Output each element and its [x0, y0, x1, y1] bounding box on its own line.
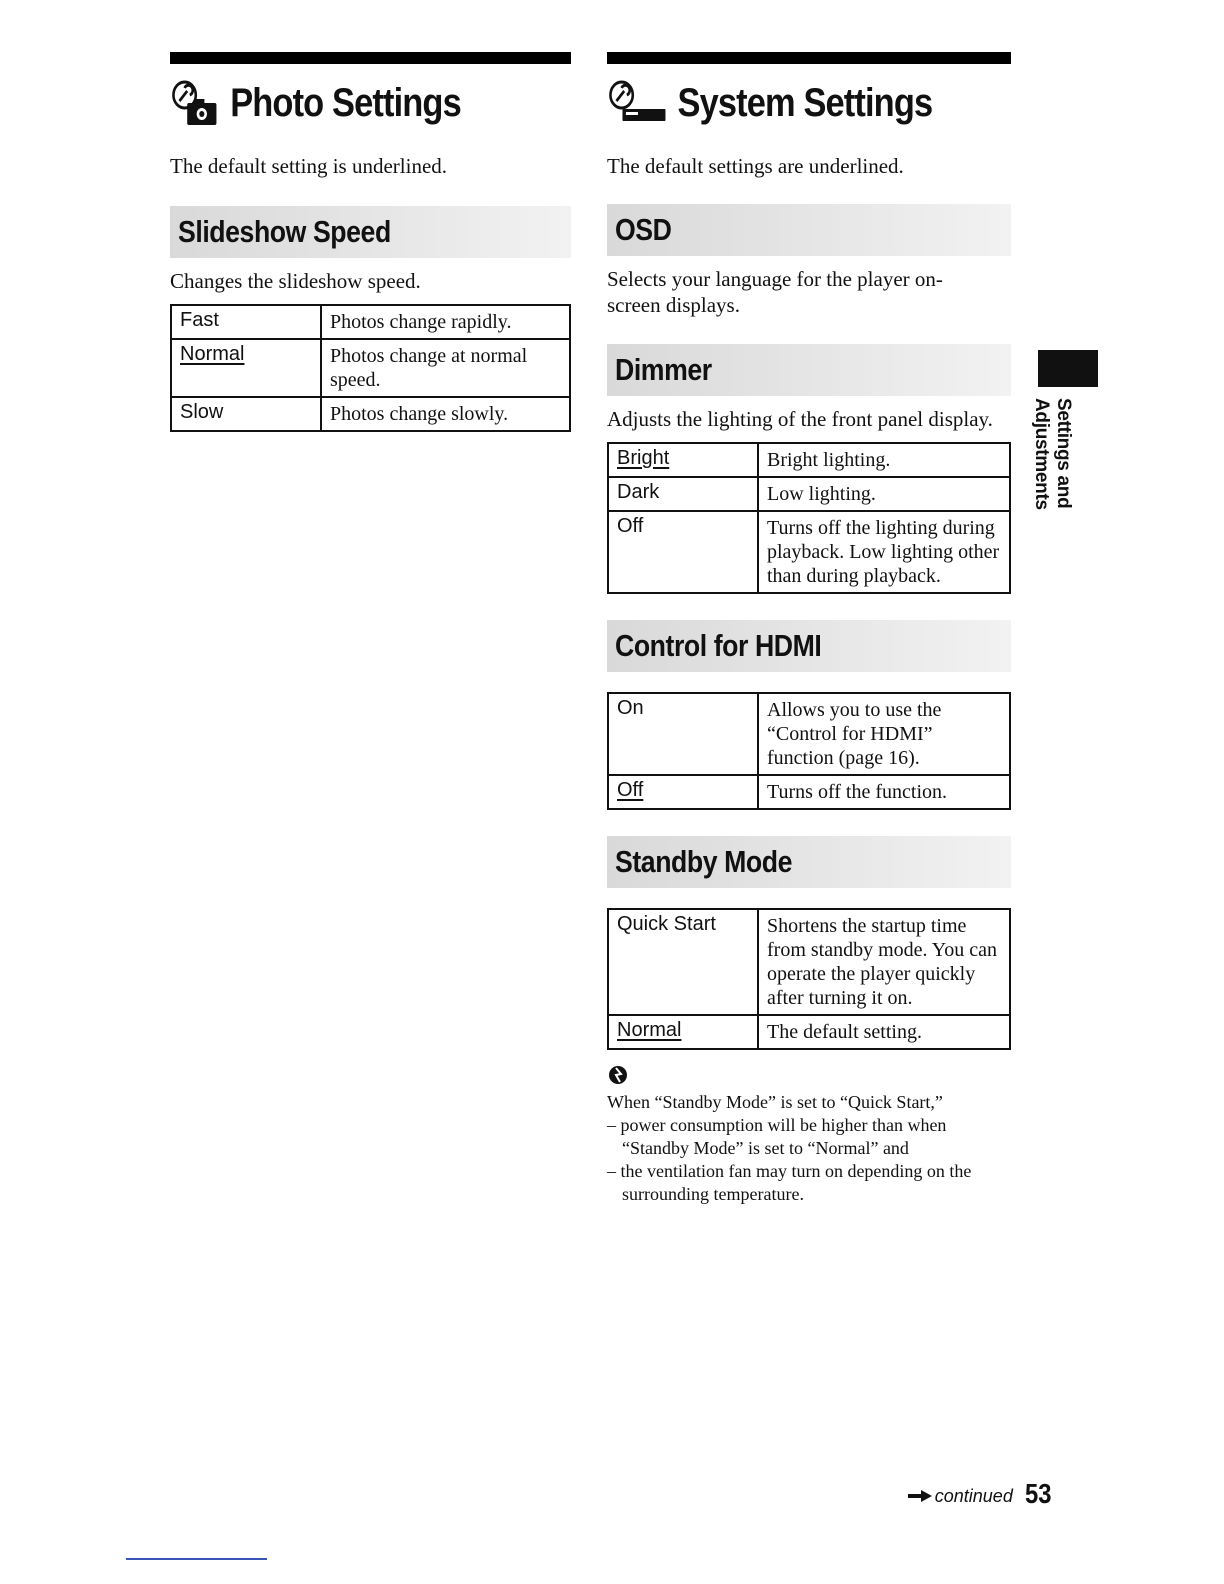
options-table: [607, 908, 1011, 1050]
option-description: Turns off the function.: [758, 775, 1010, 809]
option-description: Photos change rapidly.: [321, 305, 570, 339]
page-footer: [907, 1478, 1056, 1510]
option-name: Fast: [171, 305, 321, 339]
continued-indicator: [907, 1486, 1013, 1507]
table-row: [608, 443, 1010, 477]
control-for-hdmi-section: [607, 620, 1011, 810]
system-settings-title: [607, 70, 954, 136]
photo-settings-column: [170, 52, 571, 432]
table-row: [608, 1015, 1010, 1049]
note-text: [607, 1091, 1011, 1206]
side-tab-marker: [1038, 350, 1098, 387]
intro-text: The default setting is underlined.: [170, 154, 448, 178]
note-icon: [607, 1062, 1011, 1091]
side-tab-label: Settings and Adjustments: [1031, 398, 1074, 510]
table-row: [171, 339, 570, 397]
table-row: [608, 909, 1010, 1015]
table-row: [608, 511, 1010, 593]
option-description: Shortens the startup time from standby mode. You can operate the player quickly after turning it on.: [758, 909, 1010, 1015]
title-rule: [170, 52, 571, 64]
wrench-player-icon: [607, 79, 669, 127]
system-settings-column: [607, 52, 1011, 1206]
note-item: – power consumption will be higher than when “Standby Mode” is set to “Normal” and: [607, 1115, 947, 1158]
options-table: [170, 304, 571, 432]
option-description: Turns off the lighting during playback. Low lighting other than during playback.: [758, 511, 1010, 593]
option-description: Photos change at normal speed.: [321, 339, 570, 397]
title-rule: [607, 52, 1011, 64]
option-name: Slow: [171, 397, 321, 431]
option-description: Low lighting.: [758, 477, 1010, 511]
section-heading: Slideshow Speed: [170, 206, 571, 258]
dimmer-section: [607, 344, 1011, 594]
option-name: Quick Start: [608, 909, 758, 1015]
options-table: [607, 442, 1011, 594]
page-title-text: Photo Settings: [230, 80, 461, 125]
wrench-camera-icon: [170, 79, 222, 127]
table-row: [171, 397, 570, 431]
section-description: Selects your language for the player on-screen displays.: [607, 267, 943, 317]
option-name: On: [608, 693, 758, 775]
table-row: [608, 693, 1010, 775]
section-description: Adjusts the lighting of the front panel display.: [607, 407, 993, 431]
table-row: [608, 775, 1010, 809]
option-name-default: Bright: [608, 443, 758, 477]
option-description: Photos change slowly.: [321, 397, 570, 431]
note-item: – the ventilation fan may turn on depending on the surrounding temperature.: [607, 1161, 972, 1204]
option-name-default: Normal: [608, 1015, 758, 1049]
option-name: Off: [608, 511, 758, 593]
intro-text: The default settings are underlined.: [607, 154, 904, 178]
options-table: [607, 692, 1011, 810]
photo-settings-title: [170, 70, 515, 136]
osd-section: [607, 204, 1011, 318]
note-intro: When “Standby Mode” is set to “Quick Start,”: [607, 1092, 943, 1112]
option-name: Dark: [608, 477, 758, 511]
page-number: 53: [1024, 1478, 1052, 1509]
table-row: [608, 477, 1010, 511]
standby-mode-section: [607, 836, 1011, 1206]
section-heading: Standby Mode: [607, 836, 1011, 888]
option-description: Allows you to use the “Control for HDMI” function (page 16).: [758, 693, 1010, 775]
table-row: [171, 305, 570, 339]
right-arrow-icon: [907, 1489, 933, 1503]
page-title-text: System Settings: [677, 80, 933, 125]
bottom-rule: [126, 1558, 267, 1560]
option-description: Bright lighting.: [758, 443, 1010, 477]
option-name-default: Normal: [171, 339, 321, 397]
section-description: Changes the slideshow speed.: [170, 269, 421, 293]
option-name-default: Off: [608, 775, 758, 809]
slideshow-speed-section: [170, 206, 571, 432]
continued-text: continued: [934, 1485, 1013, 1506]
section-heading: Dimmer: [607, 344, 1011, 396]
option-description: The default setting.: [758, 1015, 1010, 1049]
section-heading: OSD: [607, 204, 1011, 256]
section-heading: Control for HDMI: [607, 620, 1011, 672]
